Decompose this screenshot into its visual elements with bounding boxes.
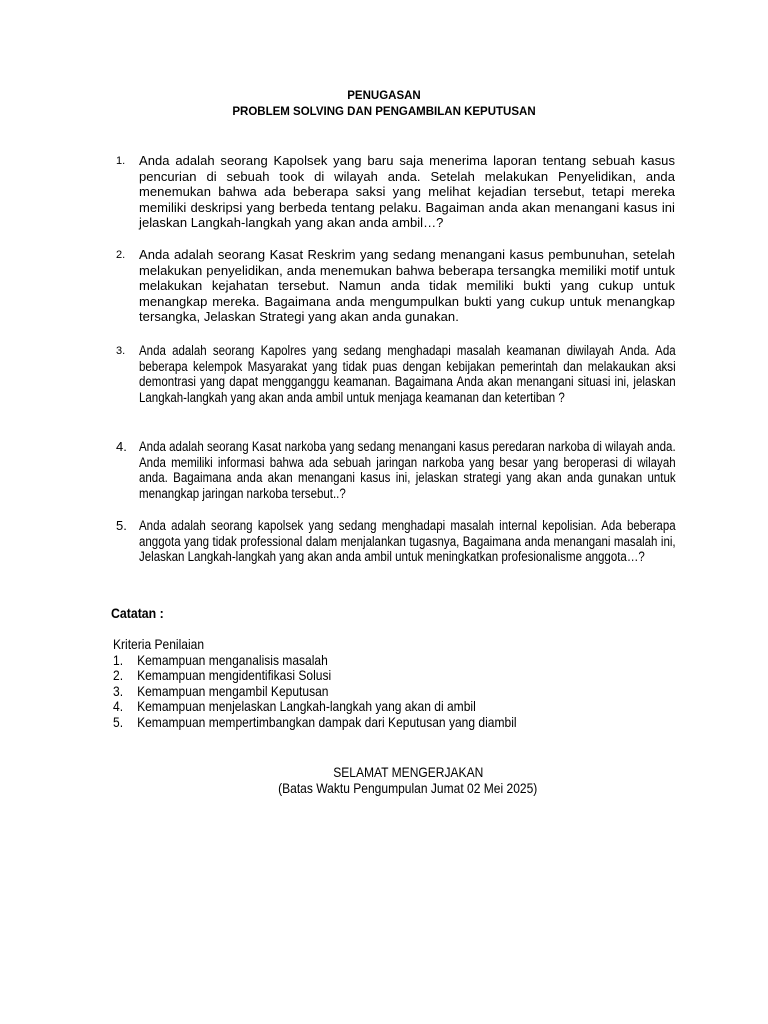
question-item [112,247,675,325]
question-text: Anda adalah seorang Kapolres yang sedang menghadapi masalah keamanan diwilayah Anda. Ada beberapa kelempok Masyarakat yang tidak puas dengan kebijakan pemerintah dan melakaukan aksi demontrasi yang dapat mengganggu keamanan. Bagaimana Anda akan menangani situasi ini, jelaskan Langkah-langkah yang akan anda ambil untuk menjaga keamanan dan ketertiban ? [139,343,676,405]
question-number: 3. [116,345,126,357]
question-item [112,153,675,231]
criteria-number: 4. [113,698,124,715]
question-text: Anda adalah seorang kapolsek yang sedang menghadapi masalah internal kepolisian. Ada beberapa anggota yang tidak professional dalam menjalankan tugasnya, Bagaimana anda menangani masalah ini, Jelaskan Langkah-langkah yang akan anda ambil untuk meningkatkan profesionalisme anggota…? [139,518,676,565]
question-item [112,518,675,565]
question-text: Anda adalah seorang Kapolsek yang baru saja menerima laporan tentang sebuah kasus pencurian di sebuah took di wilayah anda. Setelah melakukan Penyelidikan, anda menemukan bahwa ada beberapa saksi yang melihat kejadian tersebut, tetapi mereka memiliki deskripsi yang berbeda tentang pelaku. Bagaiman anda akan menangani kasus ini jelaskan Langkah-langkah yang akan anda ambil…? [139,153,675,230]
question-number: 2. [116,249,126,261]
document-page: PENUGASAN PROBLEM SOLVING DAN PENGAMBILAN KEPUTUSAN 1. Anda adalah seorang Kapolsek yang baru saja menerima laporan tentang sebuah kasus pencurian di sebuah took di wilayah anda. Setelah melakukan Penyelidikan, anda menemukan bahwa ada beberapa saksi yang melihat kejadian tersebut, tetapi mereka memiliki deskripsi yang berbeda tentang pelaku. Bagaiman anda akan menangani kasus ini jelaskan Langkah-langkah yang akan anda ambil…? 2. Anda adalah seorang Kasat Reskrim yang sedang menangani kasus pembunuhan, setelah melakukan penyelidikan, anda menemukan bahwa beberapa tersangka memiliki motif untuk melakukan kejahatan tersebut. Namun anda tidak memiliki bukti yang cukup untuk menangkap mereka. Bagaimana anda mengumpulkan bukti yang cukup untuk menangkap tersangka, Jelaskan Strategi yang akan anda gunakan. 3. Anda adalah seorang Kapolres yang sedang menghadapi masalah keamanan diwilayah Anda. Ada beberapa kelempok Masyarakat yang tidak puas dengan kebijakan pemerintah dan melakaukan aksi demontrasi yang dapat mengganggu keamanan. Bagaimana Anda akan menangani situasi ini, jelaskan Langkah-langkah yang akan anda ambil untuk menjaga keamanan dan ketertiban ? 4. Anda adalah seorang Kasat narkoba yang sedang menangani kasus peredaran narkoba di wilayah anda. Anda memiliki informasi bahwa ada sebuah jaringan narkoba yang besar yang beroperasi di wilayah anda. Bagaimana anda akan menangani kasus ini, jelaskan strategi yang akan anda gunakan untuk menangkap jaringan narkoba tersebut..? 5. Anda adalah seorang kapolsek yang sedang menghadapi masalah internal kepolisian. Ada beberapa anggota yang tidak professional dalam menjalankan tugasnya, Bagaimana anda menangani masalah ini, Jelaskan Langkah-langkah yang akan anda ambil untuk meningkatkan profesionalisme anggota…? Catatan : Kriteria Penilaian 1. Kemampuan menganalisis masalah 2. Kemampuan mengidentifikasi Solusi 3. Kemampuan mengambil Keputusan 4. Kemampuan menjelaskan Langkah-langkah yang akan di ambil 5. Kemampuan mempertimbangkan dampak dari Keputusan yang diambil SELAMAT MENGERJAKAN (Batas Waktu Pengumpulan Jumat 02 Mei 2025) [0,0,768,1024]
criteria-number: 3. [113,682,124,699]
criteria-text: Kemampuan mengidentifikasi Solusi [137,667,332,684]
criteria-text: Kemampuan mempertimbangkan dampak dari Keputusan yang diambil [137,713,517,730]
question-text: Anda adalah seorang Kasat Reskrim yang sedang menangani kasus pembunuhan, setelah melakukan penyelidikan, anda menemukan bahwa beberapa tersangka memiliki motif untuk melakukan kejahatan tersebut. Namun anda tidak memiliki bukti yang cukup untuk menangkap mereka. Bagaimana anda mengumpulkan bukti yang cukup untuk menangkap tersangka, Jelaskan Strategi yang akan anda gunakan. [139,247,675,324]
question-number: 5. [116,518,127,533]
criteria-text: Kemampuan mengambil Keputusan [137,682,329,699]
question-item [112,343,675,405]
question-text: Anda adalah seorang Kasat narkoba yang sedang menangani kasus peredaran narkoba di wilayah anda. Anda memiliki informasi bahwa ada sebuah jaringan narkoba yang besar yang beroperasi di wilayah anda. Bagaimana anda akan menangani kasus ini, jelaskan strategi yang akan anda gunakan untuk menangkap jaringan narkoba tersebut..? [139,439,676,501]
question-number: 1. [116,155,126,167]
criteria-text: Kemampuan menganalisis masalah [137,651,328,668]
closing-message: SELAMAT MENGERJAKAN [332,764,484,780]
question-item [112,439,675,501]
deadline-note: (Batas Waktu Pengumpulan Jumat 02 Mei 2025) [278,780,538,796]
criteria-text: Kemampuan menjelaskan Langkah-langkah yang akan di ambil [137,698,476,715]
notes-heading: Catatan : [111,605,164,621]
criteria-number: 1. [113,651,124,668]
document-subtitle: PROBLEM SOLVING DAN PENGAMBILAN KEPUTUSAN [232,106,536,118]
criteria-number: 5. [113,713,124,730]
question-number: 4. [116,439,127,454]
criteria-number: 2. [113,667,124,684]
document-title: PENUGASAN [347,90,421,102]
